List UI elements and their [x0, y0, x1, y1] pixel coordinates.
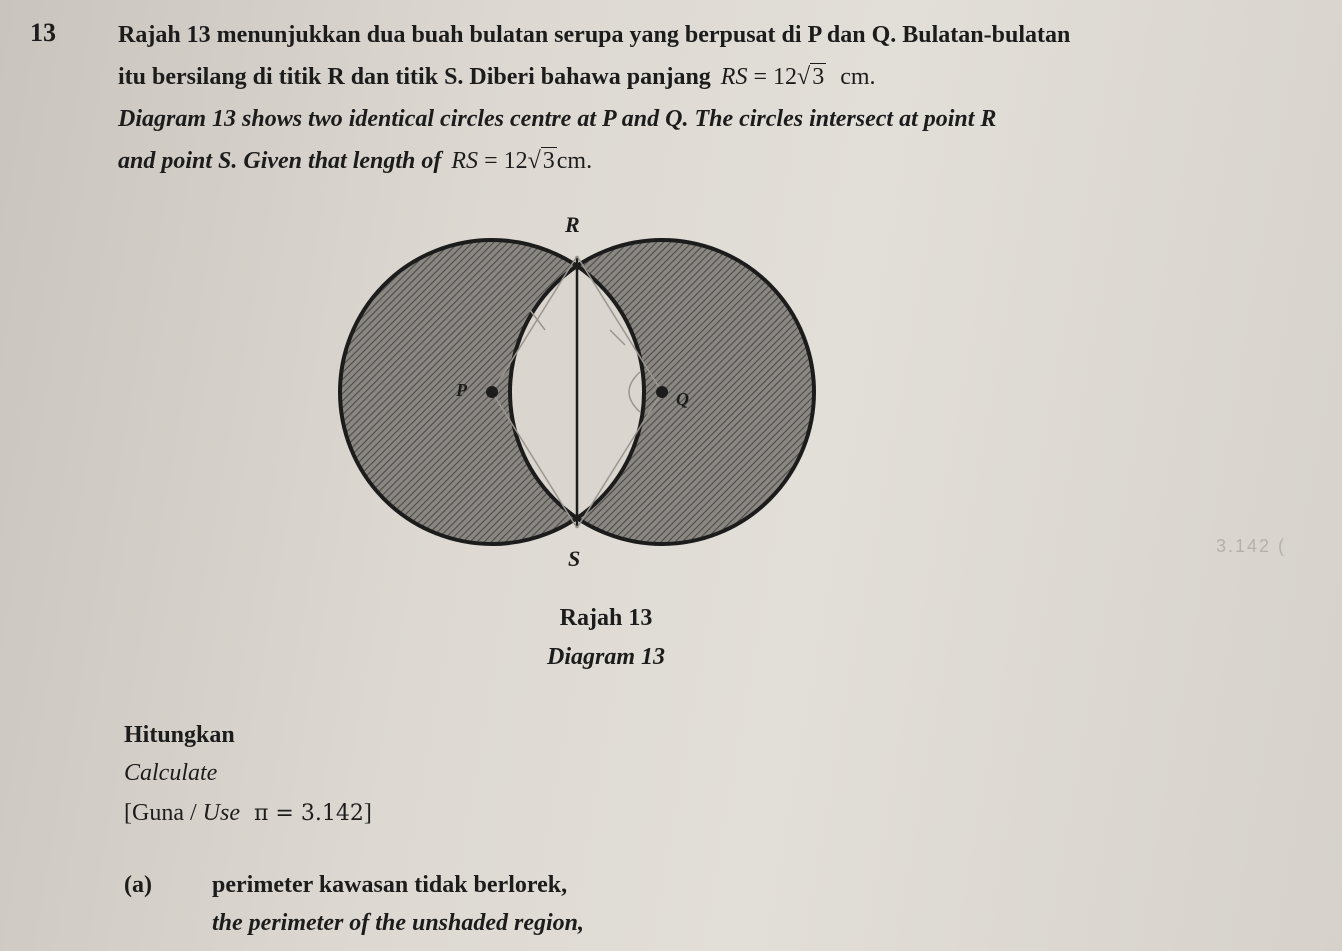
label-q: Q	[676, 389, 689, 409]
part-a-label: (a)	[124, 872, 152, 898]
sqrt-sign: √	[797, 64, 811, 90]
math-lhs-en: RS	[451, 148, 479, 174]
diagram-caption-english: Diagram 13	[546, 644, 665, 670]
math-equals: =	[753, 64, 768, 90]
rs-length-expression-english	[451, 148, 556, 174]
pi-instruction	[124, 800, 372, 827]
margin-pencil-note: 3.142 (	[1216, 536, 1287, 556]
calculate-english: Calculate	[124, 760, 218, 786]
math-coefficient: 12	[773, 64, 798, 90]
question-malay-line-2-text: itu bersilang di titik R dan titik S. Diberi bahawa panjang	[118, 64, 711, 90]
sqrt-symbol	[797, 64, 826, 91]
sqrt-sign-en: √	[527, 148, 541, 174]
two-circles-diagram	[320, 205, 840, 585]
question-number: 13	[30, 18, 56, 47]
pi-value: π = 3.142	[253, 801, 364, 826]
use-prefix: [Guna /	[124, 800, 203, 826]
math-coefficient-en: 12	[503, 148, 528, 174]
unit-malay: cm.	[840, 64, 876, 90]
sqrt-symbol-en	[528, 148, 557, 175]
rs-length-expression-malay	[721, 64, 826, 90]
question-malay-line-1: Rajah 13 menunjukkan dua buah bulatan serupa yang berpusat di P dan Q. Bulatan-bulatan	[118, 22, 1071, 48]
centre-q-point	[656, 386, 668, 398]
math-lhs: RS	[720, 64, 748, 90]
label-r: R	[565, 212, 580, 237]
label-p: P	[456, 380, 467, 400]
label-s: S	[568, 546, 581, 571]
use-suffix: ]	[363, 800, 372, 826]
question-malay-line-2	[118, 64, 876, 91]
diagram-caption-malay: Rajah 13	[559, 605, 653, 631]
part-a-malay: perimeter kawasan tidak berlorek,	[212, 872, 568, 898]
calculate-malay: Hitungkan	[124, 722, 235, 748]
math-equals-en: =	[484, 148, 498, 174]
centre-p-point	[486, 386, 498, 398]
unit-english: cm.	[556, 148, 593, 174]
part-a-english: the perimeter of the unshaded region,	[212, 910, 585, 936]
question-english-line-1: Diagram 13 shows two identical circles centre at P and Q. The circles intersect at point R	[118, 106, 997, 132]
question-english-line-2	[118, 148, 592, 175]
question-english-line-2-text: and point S. Given that length of	[118, 148, 442, 174]
sqrt-radicand-en: 3	[542, 148, 555, 174]
sqrt-radicand: 3	[812, 64, 825, 90]
use-english: Use	[202, 800, 240, 826]
